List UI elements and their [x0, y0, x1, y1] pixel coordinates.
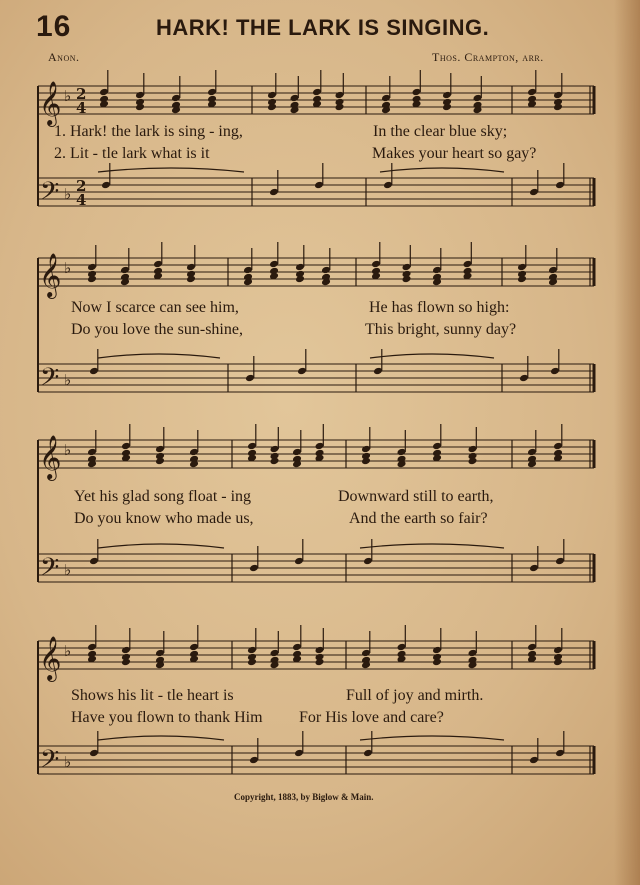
slur [360, 544, 504, 548]
lyric-line: Shows his lit - tle heart is [71, 687, 234, 704]
bass-clef-icon: 𝄢 [40, 177, 60, 212]
lyric-line: Yet his glad song float - ing [74, 488, 252, 505]
lyric-line: In the clear blue sky; [373, 123, 508, 140]
lyricist-credit: Anon. [48, 50, 80, 64]
slur [98, 354, 220, 358]
time-signature-digit: 2 [76, 85, 87, 103]
lyric-line: Now I scarce can see him, [71, 299, 239, 316]
lyric-line: Downward still to earth, [338, 488, 494, 505]
lyric-line: And the earth so fair? [349, 510, 488, 527]
slur [98, 544, 224, 548]
lyric-line: Do you know who made us, [74, 510, 254, 527]
lyric-line: Do you love the sun-shine, [71, 321, 243, 338]
flat-sign-icon: ♭ [64, 642, 72, 660]
slur [98, 736, 224, 740]
treble-clef-icon: 𝄞 [39, 253, 62, 297]
treble-clef-icon: 𝄞 [39, 81, 62, 125]
flat-sign-icon: ♭ [64, 185, 72, 203]
copyright-notice: Copyright, 1883, by Biglow & Main. [234, 792, 374, 802]
bass-clef-icon: 𝄢 [40, 553, 60, 588]
flat-sign-icon: ♭ [64, 259, 72, 277]
slur [370, 354, 494, 358]
composer-credit: Thos. Crampton, arr. [432, 50, 544, 64]
lyric-line: Full of joy and mirth. [346, 687, 484, 704]
flat-sign-icon: ♭ [64, 87, 72, 105]
slur [98, 168, 244, 172]
lyric-line: 2. Lit - tle lark what is it [54, 145, 210, 162]
lyric-line: 1. Hark! the lark is sing - ing, [54, 123, 243, 140]
time-signature-digit: 2 [76, 177, 87, 195]
page-number: 16 [36, 10, 72, 43]
bass-clef-icon: 𝄢 [40, 363, 60, 398]
flat-sign-icon: ♭ [64, 753, 72, 771]
flat-sign-icon: ♭ [64, 441, 72, 459]
time-signature-digit: 4 [76, 99, 87, 117]
lyric-line: Makes your heart so gay? [372, 145, 537, 162]
lyric-line: For His love and care? [299, 709, 444, 726]
slur [360, 736, 504, 740]
treble-clef-icon: 𝄞 [39, 435, 62, 479]
slur [380, 168, 504, 172]
bass-clef-icon: 𝄢 [40, 745, 60, 780]
flat-sign-icon: ♭ [64, 371, 72, 389]
treble-clef-icon: 𝄞 [39, 636, 62, 680]
lyric-line: This bright, sunny day? [365, 321, 517, 338]
flat-sign-icon: ♭ [64, 561, 72, 579]
lyric-line: He has flown so high: [369, 299, 510, 316]
time-signature-digit: 4 [76, 191, 87, 209]
lyric-line: Have you flown to thank Him [71, 709, 263, 726]
hymn-title: HARK! THE LARK IS SINGING. [156, 15, 490, 40]
